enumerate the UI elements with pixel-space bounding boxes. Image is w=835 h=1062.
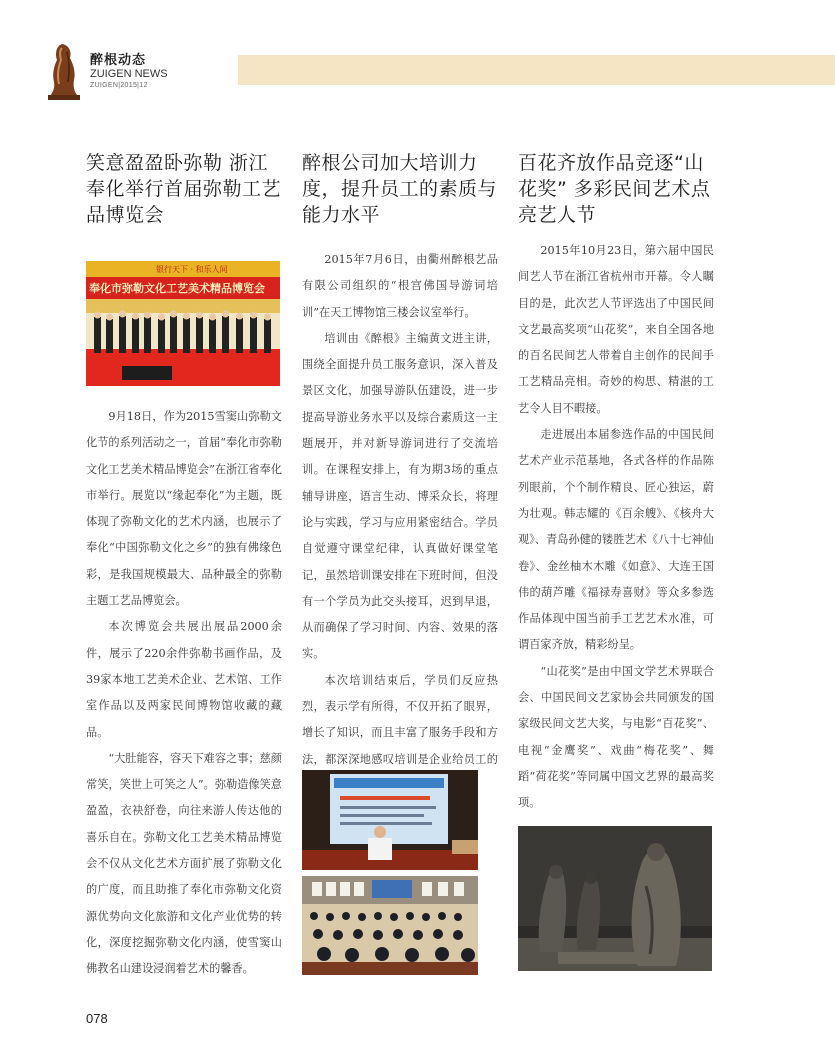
article-shanhua-award xyxy=(518,150,714,810)
expo-opening-photo xyxy=(86,261,280,386)
training-lecture-photo xyxy=(302,770,478,870)
section-name-cn: 醉根动态 xyxy=(90,53,147,68)
paragraph: 2015年7月6日，由衢州醉根艺品有限公司组织的“根宫佛国导游词培训”在天工博物馆三楼会议室举行。 xyxy=(302,253,498,319)
paragraph: “山花奖”是由中国文学艺术界联合会、中国民间文艺家协会共同颁发的国家级民间文艺大奖，与电影“百花奖”、电视“金鹰奖”、戏曲“梅花奖”、舞蹈“荷花奖”等同属中国文艺界的最高奖项。 xyxy=(518,664,714,810)
paragraph: 走进展出本届参选作品的中国民间艺术产业示范基地，各式各样的作品陈列眼前，个个制作精良、匠心独运，蔚为壮观。韩志耀的《百余艘》、《核舟大观》、青岛孙健的镂胜艺术《八十七神仙卷》、金丝柚木木雕《如意》、大连王国伟的葫芦雕《福禄寿喜财》等众多参选作品体现中国当前手工艺艺术水准，可谓百家齐放，精彩纷呈。 xyxy=(518,428,714,652)
paragraph: 本次博览会共展出展品2000余件，展示了220余件弥勒书画作品，及39家本地工艺美术企业、艺术馆、工作室作品以及两家民间博物馆收藏的藏品。 xyxy=(86,620,282,739)
training-audience-photo xyxy=(302,876,478,975)
root-sculpture-logo-icon xyxy=(48,42,80,100)
paragraph: 培训由《醉根》主编黄文进主讲，围绕全面提升员工服务意识，深入普及景区文化，加强导游队伍建设，进一步提高导游业务水平以及综合素质这一主题展开，并对新导游词进行了交流培训。在课程安排上，有为期3场的重点辅导讲座，语言生动、博采众长，将理论与实践，学习与应用紧密结合。学员自觉遵守课堂纪律，认真做好课堂笔记，虽然培训课安排在下班时间，但没有一个学员为此交头接耳，迟到早退，从而确保了学习时间、内容、效果的落实。 xyxy=(302,331,498,661)
article-body xyxy=(86,404,282,983)
banner-slogan: 银行天下 · 和乐人间 xyxy=(156,265,228,274)
paragraph: 2015年10月23日，第六届中国民间艺人节在浙江省杭州市开幕。令人瞩目的是，此次艺人节评选出了中国民间文艺最高奖项“山花奖”，来自全国各地的百名民间艺人带着自主创作的民间手工艺精品亮相。奇妙的构思、精湛的工艺令人目不暇接。 xyxy=(518,244,714,415)
article-body xyxy=(518,238,714,817)
header-banner-bar xyxy=(238,55,835,85)
issue-label: ZUIGEN|2015|12 xyxy=(90,82,148,89)
paragraph: 9月18日，作为2015雪窦山弥勒文化节的系列活动之一，首届“奉化市弥勒文化工艺美术精品博览会”在浙江省奉化市举行。展览以“缘起奉化”为主题，既体现了弥勒文化的艺术内涵，也展示了奉化“中国弥勒文化之乡”的独有佛缘色彩，是我国规模最大、品种最全的弥勒主题工艺品博览会。 xyxy=(86,410,282,608)
article-staff-training xyxy=(302,150,498,766)
article-body xyxy=(302,247,498,799)
article-title: 笑意盈盈卧弥勒 浙江奉化举行首届弥勒工艺品博览会 xyxy=(86,152,282,226)
article-title: 醉根公司加大培训力度，提升员工的素质与能力水平 xyxy=(302,152,498,226)
paragraph: 本次培训结束后，学员们反应热烈，表示学有所得，不仅开拓了眼界，增长了知识，而且丰富了服务手段和方法，都深深地感叹培训是企业给员工的 xyxy=(302,673,498,766)
section-brand xyxy=(90,54,168,90)
sculpture-exhibit-photo xyxy=(518,826,712,971)
masthead xyxy=(48,40,835,102)
page-number: 078 xyxy=(86,1011,108,1026)
paragraph: “大肚能容，容天下难容之事；慈颜常笑，笑世上可笑之人”。弥勒造像笑意盈盈，衣袂舒卷，向往来游人传达他的喜乐自在。弥勒文化工艺美术精品博览会不仅从文化艺术方面扩展了弥勒文化的广度，而且助推了奉化市弥勒文化资源优势向文化旅游和文化产业优势的转化，深度挖掘弥勒文化内涵，使雪窦山佛教名山建设浸润着艺术的馨香。 xyxy=(86,751,282,976)
banner-title: 奉化市弥勒文化工艺美术精品博览会 xyxy=(89,282,265,295)
section-name-en: ZUIGEN NEWS xyxy=(90,68,168,80)
article-title: 百花齐放作品竞逐“山花奖” 多彩民间艺术点亮艺人节 xyxy=(518,152,711,226)
article-miller-expo xyxy=(86,150,282,976)
